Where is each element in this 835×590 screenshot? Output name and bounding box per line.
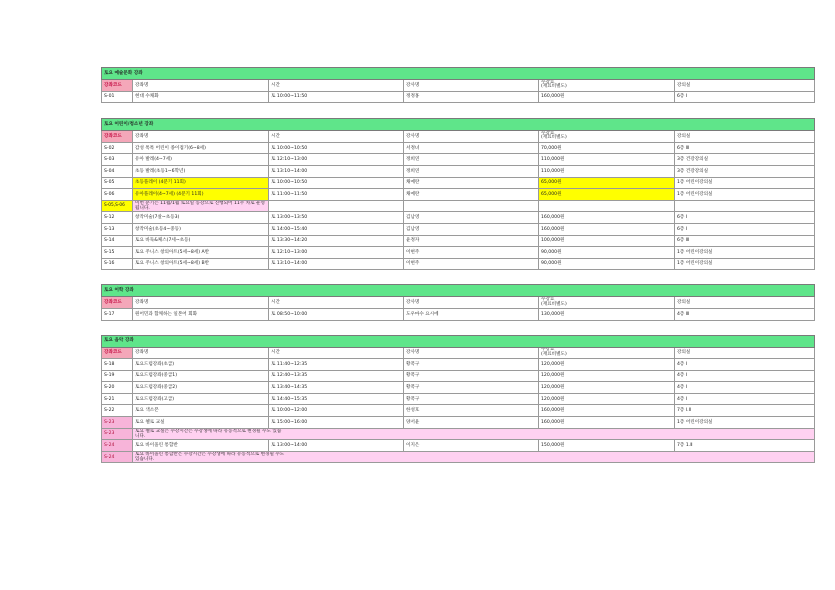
cell: 1층 어린이강의실 (675, 258, 815, 270)
table-row (102, 177, 815, 189)
cell: 토요 주니스 창의아트(5세~8세) B반 (133, 258, 269, 270)
cell: 토 14:00~15:40 (269, 223, 404, 235)
header-cell-fee: 수강료 (재료비별도) (539, 80, 675, 92)
cell-highlight: 65,000원 (539, 189, 675, 201)
cell: S-06 (102, 189, 133, 201)
table-row (102, 370, 815, 382)
table-row (102, 393, 815, 405)
cell: 윤정자 (404, 235, 539, 247)
cell: 황폭구 (404, 370, 539, 382)
cell: 1층 어린이강의실 (675, 189, 815, 201)
cell: 한성호 (404, 405, 539, 417)
cell: 정정홍 (404, 91, 539, 103)
header-cell: 강좌명 (133, 80, 269, 92)
cell: S-20 (102, 382, 133, 394)
header-row (102, 347, 815, 359)
course-table (101, 284, 815, 320)
cell: 황폭구 (404, 382, 539, 394)
cell: S-16 (102, 258, 133, 270)
cell-code-highlight: S-24 (102, 451, 133, 463)
cell: 이지은 (404, 440, 539, 452)
cell: 토 12:10~13:00 (269, 154, 404, 166)
section-title: 토요 어학 강좌 (102, 285, 815, 297)
cell: 토 12:10~13:00 (269, 247, 404, 259)
cell: 4층 Ⅰ (675, 359, 815, 371)
cell: 160,000원 (539, 417, 675, 429)
cell: S-01 (102, 91, 133, 103)
cell: 1층 어린이강의실 (675, 417, 815, 429)
cell-code-highlight: S-24 (102, 440, 133, 452)
cell: S-21 (102, 393, 133, 405)
header-cell: 강사명 (404, 297, 539, 309)
header-cell-fee: 수강료 (재료비별도) (539, 131, 675, 143)
header-row (102, 297, 815, 309)
header-cell: 강좌코드 (102, 131, 133, 143)
cell: 토요 색소폰 (133, 405, 269, 417)
cell: 토 10:00~12:00 (269, 405, 404, 417)
cell: 120,000원 (539, 393, 675, 405)
table-row (102, 405, 815, 417)
cell: 90,000원 (539, 247, 675, 259)
cell: 160,000원 (539, 405, 675, 417)
header-cell: 강좌코드 (102, 347, 133, 359)
cell: 창작미술(7살~초등3) (133, 212, 269, 224)
cell: S-22 (102, 405, 133, 417)
header-cell: 시간 (269, 80, 404, 92)
cell: S-17 (102, 308, 133, 320)
cell: 정희연 (404, 165, 539, 177)
cell: S-15 (102, 247, 133, 259)
cell: 110,000원 (539, 165, 675, 177)
note-text (133, 428, 815, 440)
cell: 7층 Ⅰ.Ⅱ (675, 405, 815, 417)
section-title: 토요 어린이/청소년 강좌 (102, 119, 815, 131)
cell: 토요 바둑&체스(7세~초등) (133, 235, 269, 247)
cell: 120,000원 (539, 370, 675, 382)
table-row (102, 212, 815, 224)
header-cell: 강사명 (404, 347, 539, 359)
table-row (102, 154, 815, 166)
table-row (102, 223, 815, 235)
cell: S-12 (102, 212, 133, 224)
cell: 토요드럼강좌(고급) (133, 393, 269, 405)
header-cell: 강의실 (675, 131, 815, 143)
cell: 원어민과 함께하는 일본어 회화 (133, 308, 269, 320)
cell: 토 10:00~10:50 (269, 177, 404, 189)
cell: 1층 어린이강의실 (675, 247, 815, 259)
cell (539, 200, 675, 212)
section-language (101, 284, 814, 320)
cell: 토 12:40~13:35 (269, 370, 404, 382)
cell: 서정녀 (404, 142, 539, 154)
cell: 토 08:50~10:00 (269, 308, 404, 320)
header-cell: 강좌코드 (102, 80, 133, 92)
cell: 창작미술(초등4~중등) (133, 223, 269, 235)
cell: 현대 수채화 (133, 91, 269, 103)
cell-highlight: 65,000원 (539, 177, 675, 189)
cell: 160,000원 (539, 223, 675, 235)
cell: 토 13:00~13:50 (269, 212, 404, 224)
cell-code-highlight: S-23 (102, 428, 133, 440)
cell-highlight: 초등플레이 (4분기 11회) (133, 177, 269, 189)
header-row (102, 80, 815, 92)
note-text: 이번 분기는 11월/1월 토요일 동강으로 진행되어 11주 차로 운영됩니다. (133, 200, 269, 212)
cell: 토요 바이올린 통합반 (133, 440, 269, 452)
cell: 이현주 (404, 247, 539, 259)
cell: S-14 (102, 235, 133, 247)
header-cell: 시간 (269, 347, 404, 359)
cell: 토요드럼강좌(중급1) (133, 370, 269, 382)
cell: 4층 Ⅰ (675, 393, 815, 405)
header-cell: 강좌코드 (102, 297, 133, 309)
cell: 토 13:00~14:00 (269, 440, 404, 452)
cell: 토 14:40~15:35 (269, 393, 404, 405)
cell: 120,000원 (539, 382, 675, 394)
header-cell: 강사명 (404, 131, 539, 143)
cell: 3층 건강강의실 (675, 165, 815, 177)
table-row (102, 382, 815, 394)
cell: 토 13:10~14:00 (269, 165, 404, 177)
course-table (101, 67, 815, 103)
cell: 90,000원 (539, 258, 675, 270)
table-row (102, 440, 815, 452)
cell: S-05 (102, 177, 133, 189)
cell: 160,000원 (539, 91, 675, 103)
section-music (101, 335, 814, 464)
cell: 토요 첼로 교실 (133, 417, 269, 429)
cell: 토요 주니스 창의아트(5세~8세) A반 (133, 247, 269, 259)
cell-code-highlight: S-23 (102, 417, 133, 429)
cell: 100,000원 (539, 235, 675, 247)
cell: 채예란 (404, 177, 539, 189)
cell: S-04 (102, 165, 133, 177)
table-row (102, 189, 815, 201)
cell: 토 13:40~14:35 (269, 382, 404, 394)
cell: 토 11:40~12:35 (269, 359, 404, 371)
note-row (102, 451, 815, 463)
cell: 7층 1.Ⅱ (675, 440, 815, 452)
table-row (102, 359, 815, 371)
cell: 토 13:10~14:00 (269, 258, 404, 270)
cell: 정희연 (404, 154, 539, 166)
cell: 토 15:00~16:00 (269, 417, 404, 429)
cell: S-19 (102, 370, 133, 382)
cell: 6층 Ⅰ (675, 91, 815, 103)
cell: 이현주 (404, 258, 539, 270)
cell: 채예란 (404, 189, 539, 201)
cell: 김남영 (404, 212, 539, 224)
table-row (102, 308, 815, 320)
cell: 김남영 (404, 223, 539, 235)
table-row (102, 142, 815, 154)
cell: S-02 (102, 142, 133, 154)
header-cell: 강좌명 (133, 297, 269, 309)
note-text (133, 451, 815, 463)
table-row (102, 235, 815, 247)
cell: 유아 발레(4~7세) (133, 154, 269, 166)
course-table (101, 118, 815, 270)
cell: 토 10:00~11:50 (269, 91, 404, 103)
cell-highlight: S-05,S-06 (102, 200, 133, 212)
table-row (102, 258, 815, 270)
header-cell: 강의실 (675, 297, 815, 309)
cell: 6층 Ⅲ (675, 142, 815, 154)
section-title: 토요 음악 강좌 (102, 335, 815, 347)
cell: 양서윤 (404, 417, 539, 429)
header-cell: 강사명 (404, 80, 539, 92)
cell: 120,000원 (539, 359, 675, 371)
table-row (102, 165, 815, 177)
cell: 토요드럼강좌(초급) (133, 359, 269, 371)
cell: 4층 Ⅰ (675, 382, 815, 394)
header-cell: 강좌명 (133, 131, 269, 143)
cell: S-13 (102, 223, 133, 235)
cell: 6층 Ⅰ (675, 223, 815, 235)
cell: 4층 Ⅰ (675, 370, 815, 382)
cell: 6층 Ⅰ (675, 212, 815, 224)
header-cell: 강의실 (675, 347, 815, 359)
header-cell: 시간 (269, 131, 404, 143)
cell: 110,000원 (539, 154, 675, 166)
section-arts (101, 67, 814, 103)
cell: 150,000원 (539, 440, 675, 452)
cell: 토 13:30~14:20 (269, 235, 404, 247)
header-cell-fee: 수강료 (재료비별도) (539, 347, 675, 359)
note-row (102, 200, 815, 212)
cell (269, 200, 404, 212)
header-cell: 강의실 (675, 80, 815, 92)
header-cell-fee: 수강료 (재료비별도) (539, 297, 675, 309)
cell: 감성 톡톡 어린이 종이접기(6~8세) (133, 142, 269, 154)
cell: 초등 발레(초등1~6학년) (133, 165, 269, 177)
cell: 황폭구 (404, 393, 539, 405)
timetable-sheet (101, 67, 814, 473)
cell: 130,000원 (539, 308, 675, 320)
cell: 토 11:00~11:50 (269, 189, 404, 201)
table-row (102, 91, 815, 103)
section-title: 토요 예술문화 강좌 (102, 68, 815, 80)
header-cell: 시간 (269, 297, 404, 309)
cell (404, 200, 539, 212)
cell: 160,000원 (539, 212, 675, 224)
note-text-inner: 토요 첼로 교실은 수강시간은 수강생에 따라 유동적으로 변경될 수도 있습니다. (135, 428, 282, 439)
section-kids (101, 118, 814, 270)
cell: 황폭구 (404, 359, 539, 371)
cell: 4층 Ⅲ (675, 308, 815, 320)
header-row (102, 131, 815, 143)
note-row (102, 428, 815, 440)
header-cell: 강좌명 (133, 347, 269, 359)
note-text-inner: 토요 바이올린 통합반은 수강시간은 수강생에 따라 유동적으로 변경될 수도 있습니다. (135, 451, 285, 463)
table-row (102, 417, 815, 429)
cell: 6층 Ⅲ (675, 235, 815, 247)
cell: S-18 (102, 359, 133, 371)
table-row (102, 247, 815, 259)
cell: 3층 건강강의실 (675, 154, 815, 166)
course-table (101, 335, 815, 464)
cell (675, 200, 815, 212)
cell: 토요드럼강좌(중급2) (133, 382, 269, 394)
cell: S-03 (102, 154, 133, 166)
cell: 토 10:00~10:50 (269, 142, 404, 154)
cell: 도우마수 요시에 (404, 308, 539, 320)
cell-highlight: 유아플레이(4~7세) (4분기 11회) (133, 189, 269, 201)
cell: 70,000원 (539, 142, 675, 154)
cell: 1층 어린이강의실 (675, 177, 815, 189)
